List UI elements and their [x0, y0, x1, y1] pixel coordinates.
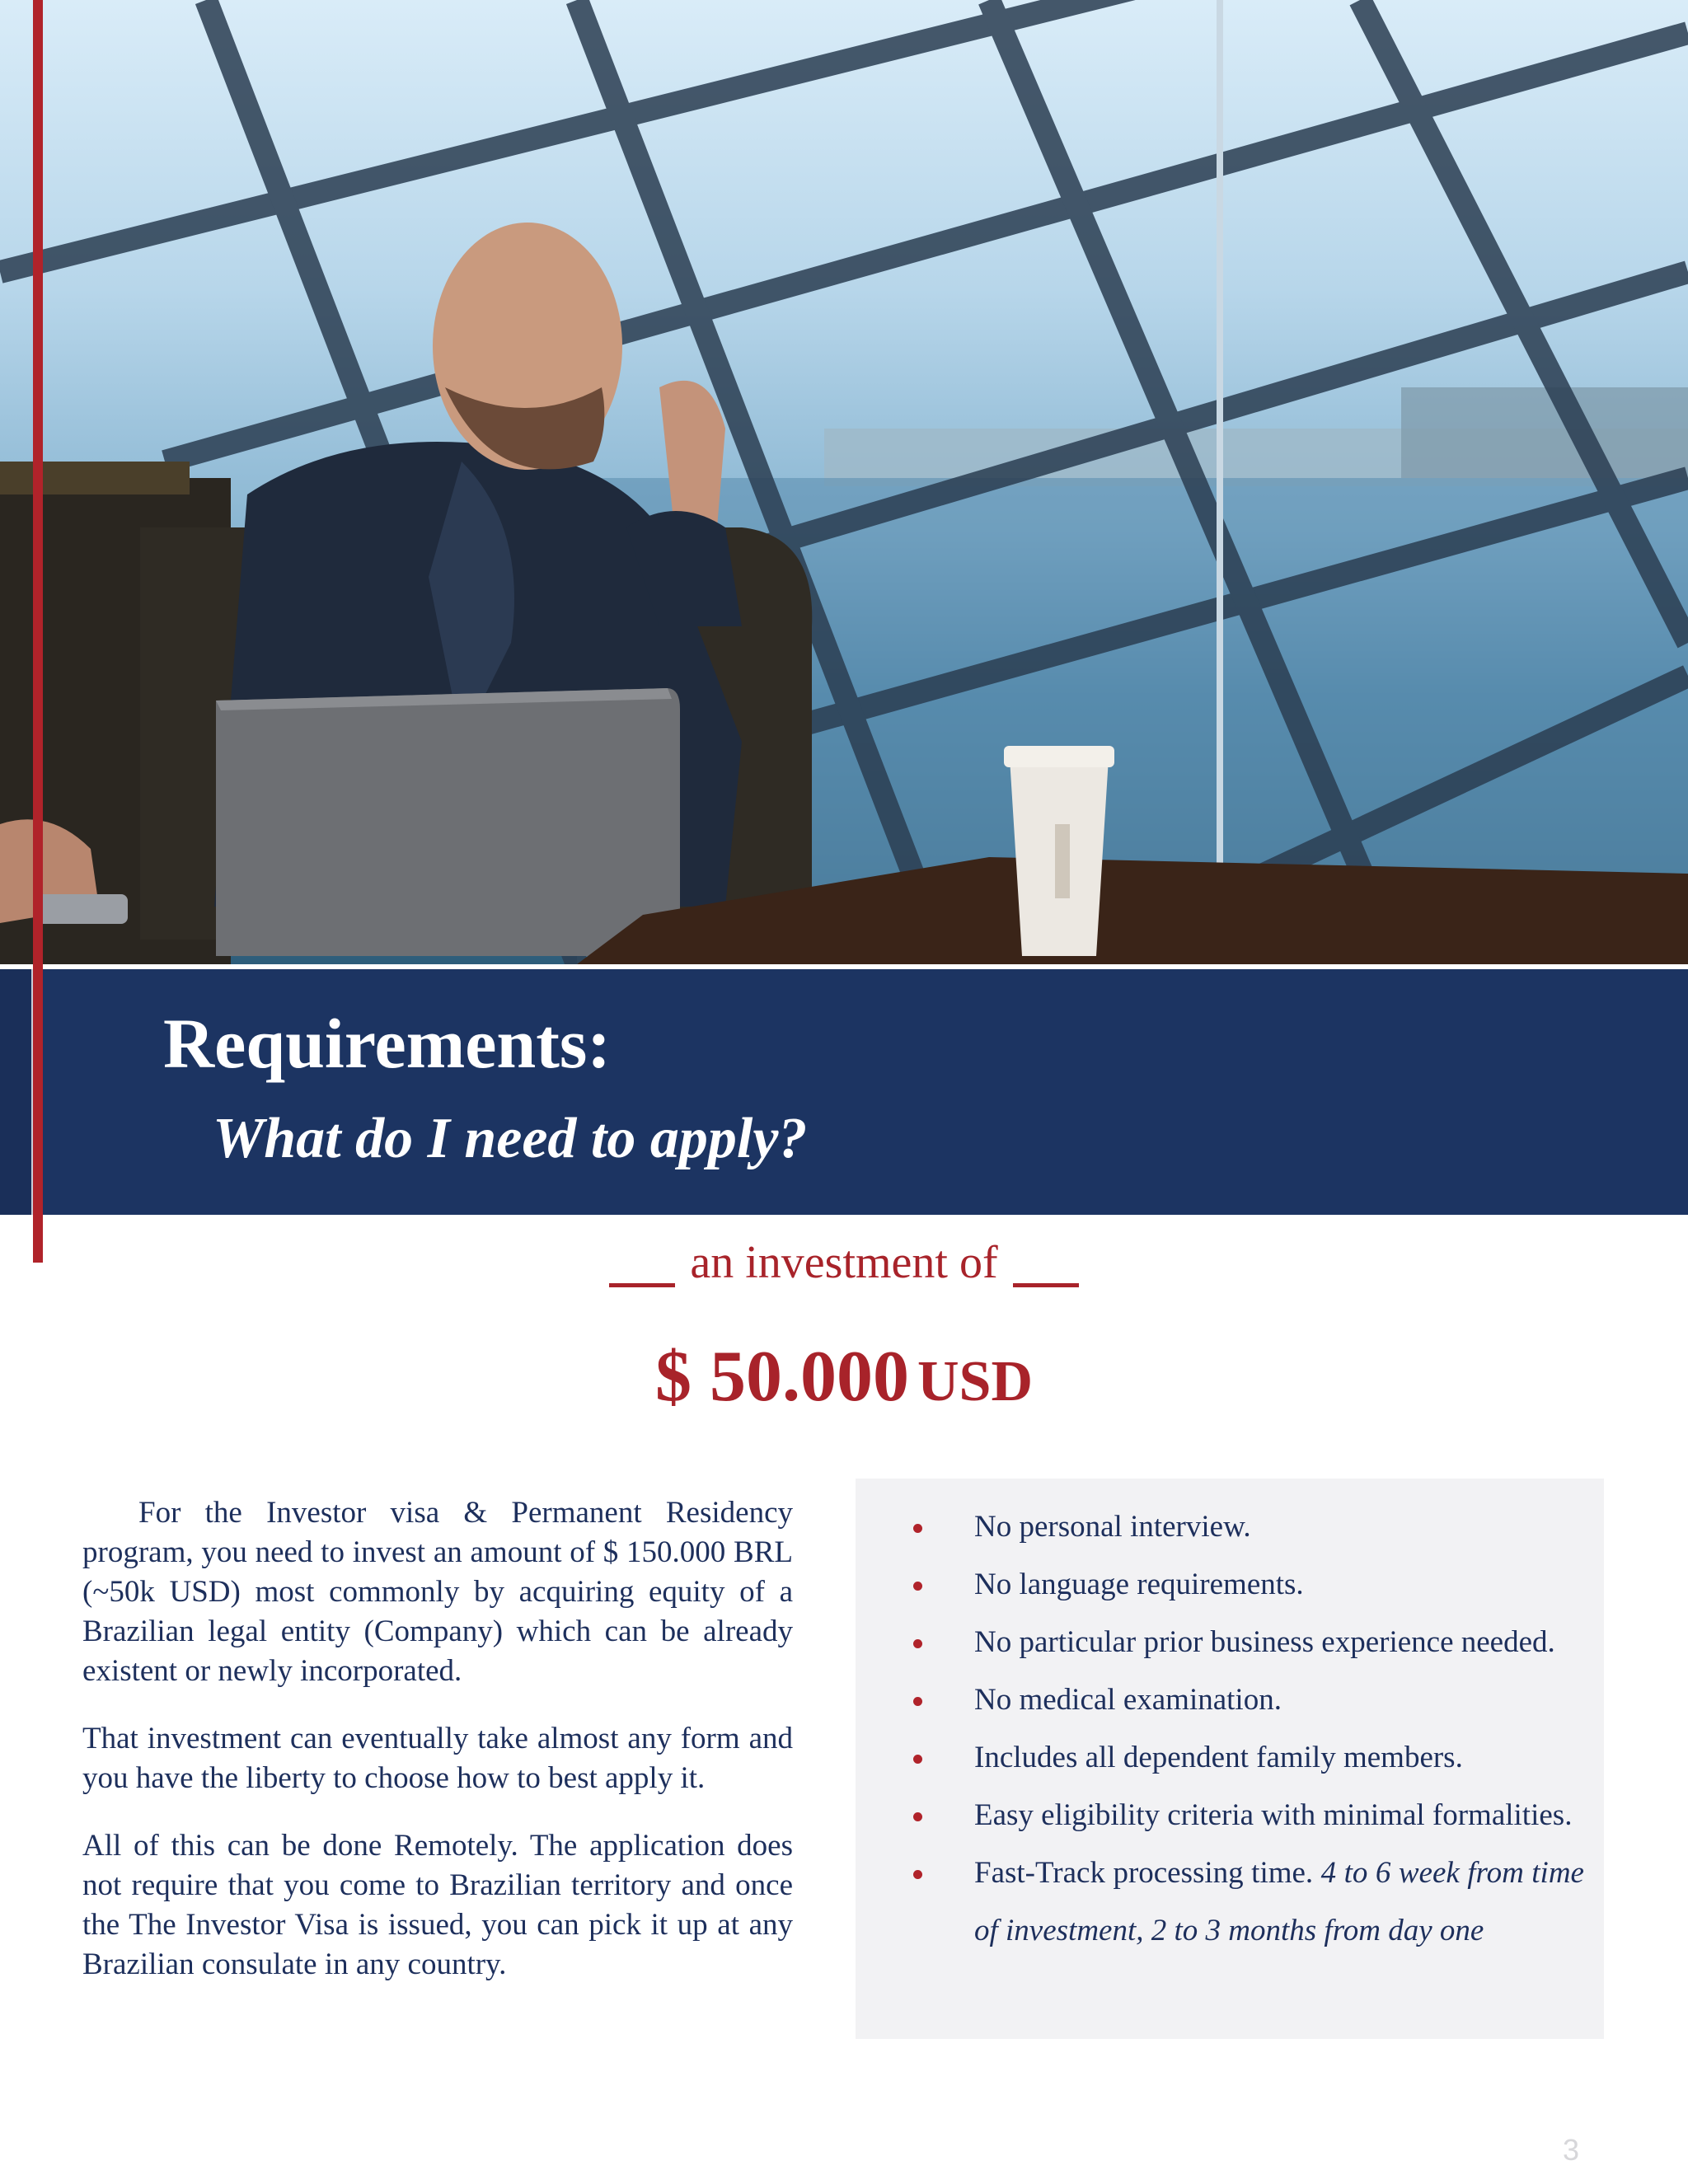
list-item [856, 1671, 1604, 1729]
list-item [856, 1498, 1604, 1556]
list-item [856, 1729, 1604, 1787]
requirements-list [856, 1498, 1604, 1960]
investment-label-line [0, 1236, 1688, 1289]
hero-photo [0, 0, 1688, 964]
list-item-text: Fast-Track processing time. [974, 1856, 1314, 1890]
processing-time-detail: 4 to 6 week from time of investment, 2 to 3 months from day one [974, 1856, 1584, 1947]
list-item-text: Easy eligibility criteria with minimal formalities. [974, 1798, 1573, 1832]
bullet-icon [913, 1870, 922, 1879]
bullet-icon [913, 1639, 922, 1648]
page-number: 3 [1563, 2133, 1580, 2167]
list-item-text: No language requirements. [974, 1568, 1304, 1601]
list-item-text: No medical examination. [974, 1683, 1282, 1717]
list-item-text: No personal interview. [974, 1510, 1251, 1544]
banner-left-edge [0, 969, 33, 1215]
hero-illustration [0, 0, 1688, 964]
list-item-text: No particular prior business experience needed. [974, 1625, 1555, 1659]
dash-left [609, 1283, 675, 1287]
dash-right [1013, 1283, 1079, 1287]
body-paragraph: For the Investor visa & Permanent Residency program, you need to invest an amount of $ 150.000 BRL (~50k USD) most commonly by acquiring equity of a Brazilian legal entity (Company) which can be already existent or newly incorporated. [82, 1496, 793, 1688]
bullet-icon [913, 1582, 922, 1591]
bullet-icon [913, 1812, 922, 1821]
requirements-box [856, 1479, 1604, 2039]
title-banner [0, 969, 1688, 1215]
list-item [856, 1614, 1604, 1671]
red-accent-line [33, 0, 43, 1263]
amount-currency: USD [917, 1350, 1034, 1413]
investment-amount [0, 1335, 1688, 1418]
list-item-text: Includes all dependent family members. [974, 1741, 1463, 1774]
investment-label: an investment of [690, 1237, 998, 1288]
bullet-icon [913, 1755, 922, 1764]
list-item [856, 1787, 1604, 1844]
page-title: Requirements: [163, 1004, 612, 1083]
list-item [856, 1556, 1604, 1614]
body-paragraph: All of this can be done Remotely. The application does not require that you come to Brazilian territory and once the The Investor Visa is issued, you can pick it up at any Brazilian consulate in any country. [82, 1829, 793, 1981]
list-item [856, 1844, 1604, 1960]
body-text [82, 1493, 793, 2013]
amount-value: $ 50.000 [654, 1337, 909, 1417]
page-subtitle: What do I need to apply? [213, 1107, 808, 1170]
bullet-icon [913, 1524, 922, 1533]
bullet-icon [913, 1697, 922, 1706]
body-paragraph: That investment can eventually take almost any form and you have the liberty to choose how to best apply it. [82, 1722, 793, 1795]
